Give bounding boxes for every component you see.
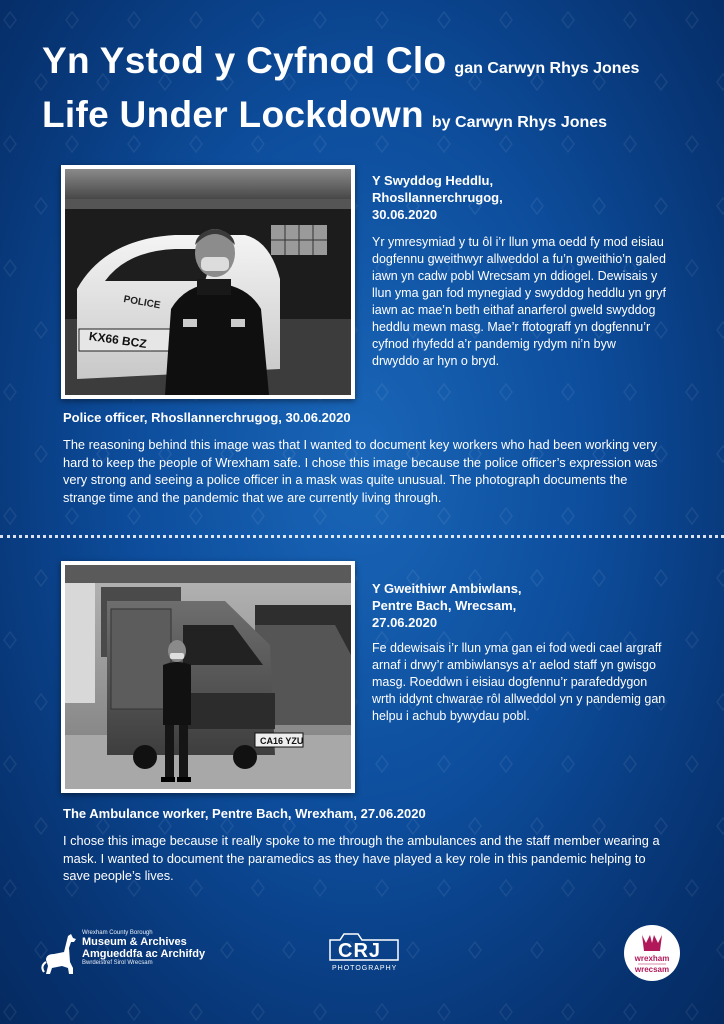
title-welsh-main: Yn Ystod y Cyfnod Clo <box>42 40 447 81</box>
title-welsh <box>42 40 639 82</box>
ambulance-worker-photo <box>61 561 355 793</box>
dog-icon <box>40 932 84 976</box>
wrexham-logo-bottom: wrecsam <box>634 965 670 974</box>
section-divider <box>0 535 724 538</box>
police-welsh-heading: Y Swyddog Heddlu, Rhosllannerchrugog, 30.06.2020 <box>372 173 503 222</box>
police-welsh-text: Yr ymresymiad y tu ôl i’r llun yma oedd fy mod eisiau dogfennu gweithwyr allweddol a fu’n gweithio’n galed iawn yn cadw pobl Wrecsam yn ddiogel. Dewisais y llun yma gan fod mynegiad y swyddog heddlu yn gryf iawn ac mae’n beth eithaf anarferol gweld swyddog heddlu mewn masg. Mae’r ffotograff yn dogfennu’r cyfnod rhyfedd a’r pandemig rydym ni’n byw drwyddo ar hyn o bryd. <box>372 235 666 368</box>
police-english-text: The reasoning behind this image was that I wanted to document key workers who had been working very hard to keep the people of Wrexham safe. I chose this image because the police officer’s expression was very strong and seeing a police officer in a mask was quite unusual. The photograph documents the strange time and the pandemic that we are currently living through. <box>63 437 658 505</box>
ambulance-plate: CA16 YZU <box>260 736 304 746</box>
museum-line-3: Bwrdeistref Sirol Wrecsam <box>82 960 153 966</box>
police-car-text: POLICE <box>122 294 162 312</box>
title-english <box>42 94 607 136</box>
ambulance-english-heading: The Ambulance worker, Pentre Bach, Wrexham, 27.06.2020 <box>63 806 426 821</box>
wrexham-logo <box>624 925 680 981</box>
police-english-heading: Police officer, Rhosllannerchrugog, 30.06.2020 <box>63 410 351 425</box>
wrexham-crest-icon <box>624 925 680 981</box>
title-welsh-byline: gan Carwyn Rhys Jones <box>454 60 640 77</box>
police-officer-photo <box>61 165 355 399</box>
wrexham-logo-top: wrexham <box>634 954 670 963</box>
crj-logo-text: CRJ <box>338 940 382 962</box>
ambulance-welsh-text: Fe ddewisais i’r llun yma gan ei fod wedi cael argraff arnaf i drwy’r ambiwlansys a’r aelod staff yn gwisgo masg. Roeddwn i eisiau dogfennu’r parafeddygon wrth iddynt chwarae rôl allweddol yn y pandemig gan helpu i achub bywydau pobl. <box>372 641 666 723</box>
title-english-main: Life Under Lockdown <box>42 94 424 135</box>
museum-archives-logo <box>40 930 240 978</box>
crj-logo-subtitle: PHOTOGRAPHY <box>332 965 398 972</box>
museum-line-2b: Amgueddfa ac Archifdy <box>82 948 206 960</box>
museum-line-1: Wrexham County Borough <box>82 930 153 936</box>
ambulance-english-text: I chose this image because it really spoke to me through the ambulances and the staff member wearing a mask. I wanted to document the paramedics as they have played a key role in this pandemic helping to save people’s lives. <box>63 833 660 883</box>
police-plate: KX66 BCZ <box>88 329 148 351</box>
crj-photography-logo <box>328 932 408 978</box>
ambulance-welsh-heading: Y Gweithiwr Ambiwlans, Pentre Bach, Wrecsam, 27.06.2020 <box>372 581 522 630</box>
title-english-byline: by Carwyn Rhys Jones <box>431 114 608 131</box>
museum-line-2a: Museum & Archives <box>82 936 187 948</box>
